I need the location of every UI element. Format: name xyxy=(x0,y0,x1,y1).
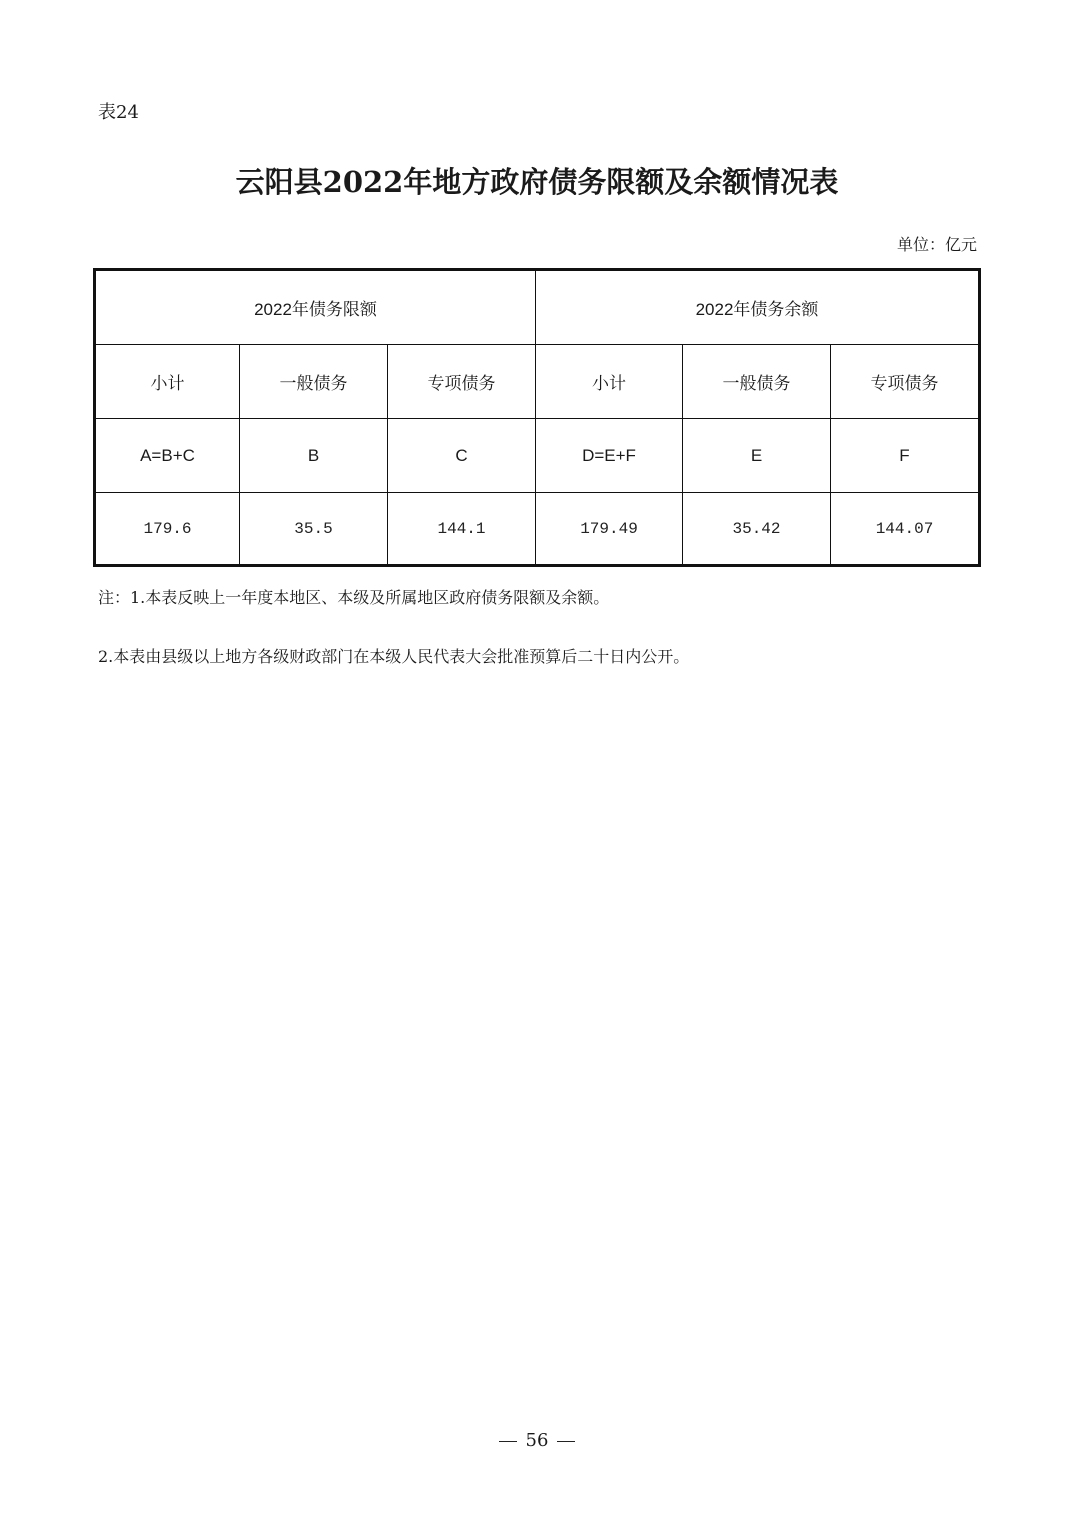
formula-row xyxy=(95,419,980,493)
value-cell: 179.6 xyxy=(95,493,240,566)
formula-cell: D=E+F xyxy=(536,419,683,493)
sub-header-cell: 小计 xyxy=(95,345,240,419)
right-dash xyxy=(557,1441,575,1442)
group-header-limit: 2022年债务限额 xyxy=(95,270,536,345)
formula-cell: B xyxy=(240,419,388,493)
note-1: 注：1.本表反映上一年度本地区、本级及所属地区政府债务限额及余额。 xyxy=(98,588,610,607)
page-number-text: 56 xyxy=(525,1430,549,1451)
value-cell: 35.5 xyxy=(240,493,388,566)
unit-label: 单位：亿元 xyxy=(896,235,977,254)
value-cell: 144.1 xyxy=(388,493,536,566)
formula-cell: A=B+C xyxy=(95,419,240,493)
group-header-row xyxy=(95,270,980,345)
sub-header-row xyxy=(95,345,980,419)
document-title: 云阳县2022年地方政府债务限额及余额情况表 xyxy=(235,165,839,199)
page-number xyxy=(0,1430,1074,1452)
left-dash xyxy=(499,1441,517,1442)
value-cell: 35.42 xyxy=(683,493,831,566)
formula-cell: E xyxy=(683,419,831,493)
table-label: 表24 xyxy=(98,102,139,123)
debt-table xyxy=(93,268,981,567)
note-2: 2.本表由县级以上地方各级财政部门在本级人民代表大会批准预算后二十日内公开。 xyxy=(98,647,690,666)
formula-cell: F xyxy=(831,419,980,493)
value-cell: 179.49 xyxy=(536,493,683,566)
sub-header-cell: 专项债务 xyxy=(831,345,980,419)
group-header-balance: 2022年债务余额 xyxy=(536,270,980,345)
sub-header-cell: 一般债务 xyxy=(240,345,388,419)
value-cell: 144.07 xyxy=(831,493,980,566)
formula-cell: C xyxy=(388,419,536,493)
sub-header-cell: 一般债务 xyxy=(683,345,831,419)
sub-header-cell: 小计 xyxy=(536,345,683,419)
value-row xyxy=(95,493,980,566)
sub-header-cell: 专项债务 xyxy=(388,345,536,419)
